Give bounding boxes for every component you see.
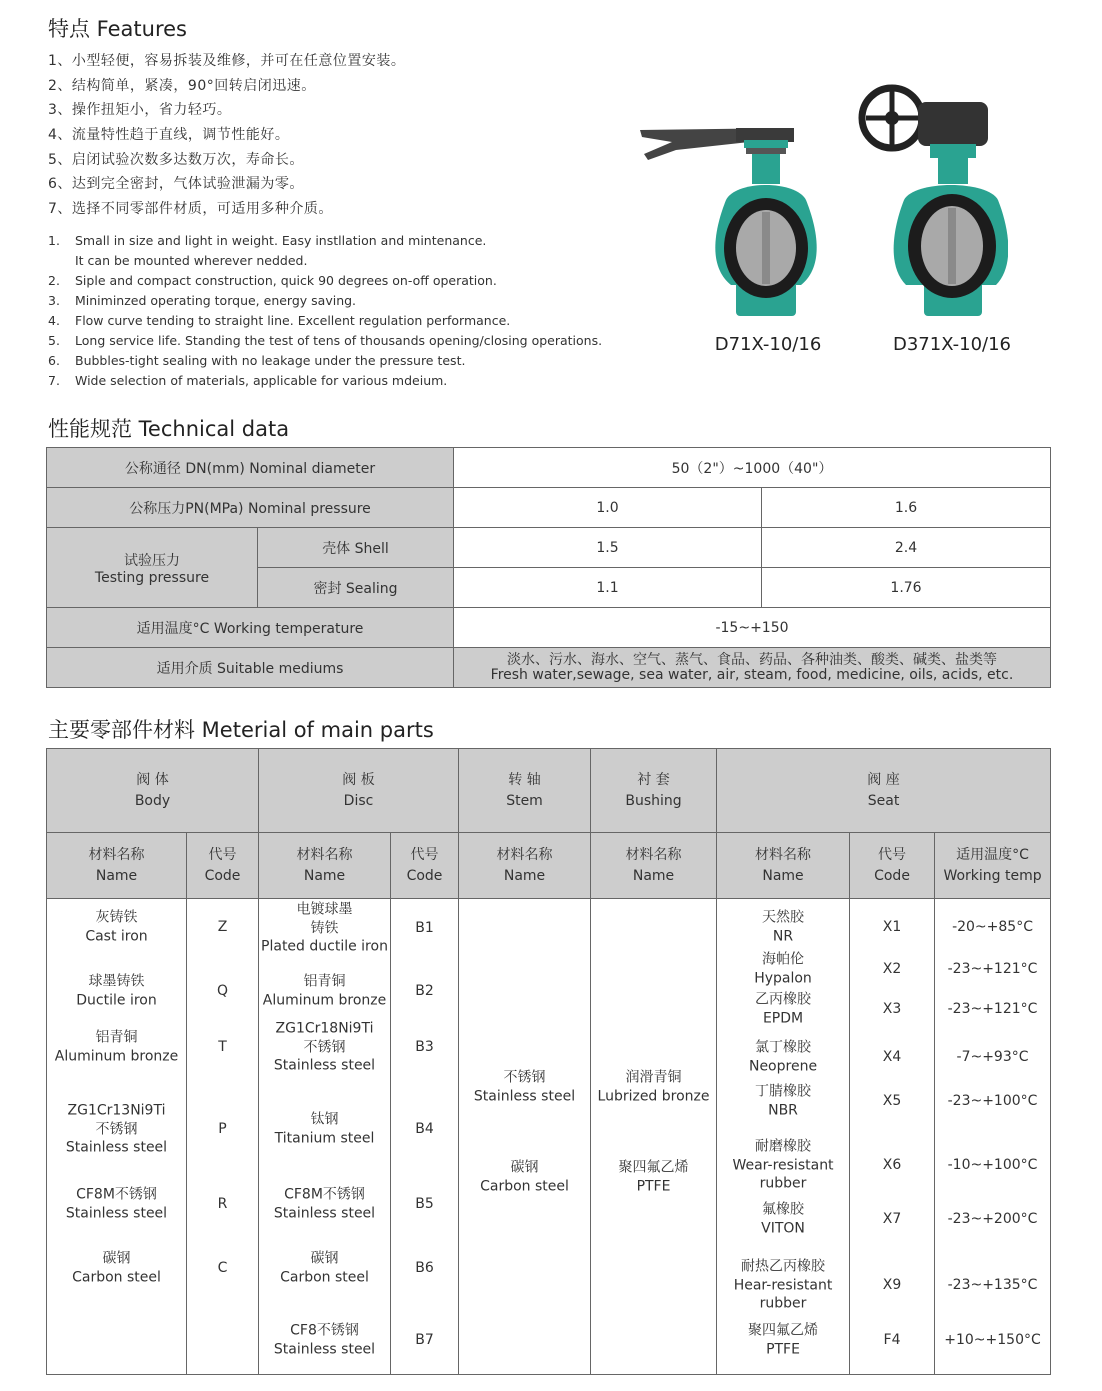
features-en-list	[48, 231, 648, 391]
bushing-material-name-line: 润滑青铜	[625, 1069, 682, 1086]
seat-material-name-line: EPDM	[762, 1010, 804, 1026]
seat-working-temp-line: -10~+100°C	[947, 1156, 1038, 1173]
feature-en-line: Long service life. Standing the test of tens of thousands opening/closing operations.	[75, 333, 603, 348]
stem-material-name-line: 不锈钢	[503, 1069, 546, 1086]
seat-material-name-line: Hear-resistant	[733, 1276, 833, 1293]
disc-material-name-line: 碳钢	[310, 1250, 339, 1267]
seat-working-temp	[935, 1092, 1050, 1111]
seat-working-temp	[935, 1210, 1050, 1229]
feature-en-line: Miniminzed operating torque, energy saving.	[75, 293, 357, 308]
seat-working-temp-line: -23~+200°C	[947, 1210, 1038, 1227]
disc-material-name	[259, 1186, 390, 1223]
disc-material-name	[259, 1250, 390, 1287]
seat-material-name-line: 耐磨橡胶	[755, 1138, 812, 1155]
seat-material-code-line: X7	[882, 1210, 902, 1227]
testing-pressure-cn: 试验压力	[124, 552, 180, 569]
feature-en-number: 1.	[48, 233, 60, 248]
seat-material-code	[850, 1092, 934, 1111]
disc-material-name-line: CF8不锈钢	[290, 1322, 359, 1339]
seat-material-name-line: NR	[772, 928, 794, 944]
feature-en-item	[48, 291, 648, 311]
seat-material-name-line: 氯丁橡胶	[755, 1039, 812, 1056]
seat-working-temp-line: -23~+121°C	[947, 1000, 1038, 1017]
disc-material-name	[259, 973, 390, 1010]
testing-pressure-label	[47, 528, 258, 608]
stem-material-name	[459, 1069, 590, 1106]
body-material-name-line: 灰铸铁	[95, 909, 138, 926]
seat-material-name	[717, 1257, 849, 1313]
disc-material-name-line: 铝青铜	[303, 973, 346, 990]
body-material-name-line: Ductile iron	[76, 992, 157, 1008]
seat-material-name-line: 丁腈橡胶	[755, 1083, 812, 1100]
seat-material-name	[717, 991, 849, 1028]
disc-material-code	[391, 1259, 458, 1278]
disc-material-name	[259, 1111, 390, 1148]
valve-lever-image	[636, 120, 826, 325]
seat-name-header: 材料名称 Name	[717, 833, 850, 899]
disc-material-name-line: CF8M不锈钢	[284, 1186, 365, 1203]
body-material-name	[47, 1029, 186, 1066]
seat-material-name-line: 氟橡胶	[762, 1201, 805, 1218]
feature-en-item	[48, 271, 648, 291]
disc-material-name-line: 电镀球墨	[296, 901, 353, 918]
disc-material-code	[391, 1331, 458, 1350]
table-row	[47, 528, 1051, 568]
feature-cn-item: 3、操作扭矩小，省力轻巧。	[48, 102, 232, 119]
body-material-name-line: Stainless steel	[65, 1205, 168, 1221]
seat-material-name-line: rubber	[759, 1175, 807, 1192]
feature-cn-item: 1、小型轻便，容易拆装及维修，并可在任意位置安装。	[48, 53, 406, 69]
feature-en-item	[48, 351, 648, 371]
bushing-material-name	[591, 1159, 716, 1196]
working-temperature-value: -15~+150	[454, 608, 1051, 648]
sealing-value: 1.76	[762, 568, 1051, 608]
seat-material-code	[850, 960, 934, 979]
seat-material-name-line: rubber	[759, 1295, 807, 1312]
feature-en-line: Flow curve tending to straight line. Excellent regulation performance.	[75, 313, 511, 328]
feature-en-item	[48, 331, 648, 351]
nominal-diameter-label: 公称通径 DN(mm) Nominal diameter	[47, 448, 454, 488]
seat-material-name-line: 海帕伦	[762, 951, 805, 968]
seat-code-header: 代号 Code	[850, 833, 935, 899]
bushing-material-name	[591, 1069, 716, 1106]
seat-working-temp	[935, 960, 1050, 979]
stem-material-name-line: Stainless steel	[473, 1088, 576, 1104]
disc-material-name-line: Stainless steel	[273, 1341, 376, 1357]
feature-en-number: 7.	[48, 373, 60, 388]
shell-value: 2.4	[762, 528, 1051, 568]
seat-material-name	[717, 951, 849, 988]
disc-material-code-line: B7	[415, 1331, 434, 1348]
seat-material-name-line: 乙丙橡胶	[755, 991, 812, 1008]
nominal-pressure-label: 公称压力PN(MPa) Nominal pressure	[47, 488, 454, 528]
seat-material-name-line: VITON	[761, 1220, 805, 1236]
body-material-code-line: T	[218, 1038, 227, 1055]
seat-material-name-line: 耐热乙丙橡胶	[741, 1258, 826, 1275]
table-row	[47, 899, 1051, 1375]
body-material-name-line: 不锈钢	[95, 1120, 138, 1137]
seat-material-code-line: X3	[882, 1000, 902, 1017]
product-model-caption: D71X-10/16	[714, 334, 822, 355]
feature-en-number: 3.	[48, 293, 60, 308]
shell-value: 1.5	[454, 528, 762, 568]
seat-material-name-line: Wear-resistant	[732, 1156, 834, 1173]
seat-material-code-line: X9	[882, 1276, 902, 1293]
disc-material-code-line: B1	[415, 919, 434, 936]
seat-material-name	[717, 1322, 849, 1359]
feature-cn-item: 2、结构简单，紧凑，90°回转启闭迅速。	[48, 77, 316, 94]
disc-material-code	[391, 1195, 458, 1214]
body-material-code-line: Q	[216, 982, 229, 999]
body-material-code	[187, 1038, 258, 1057]
body-material-name-line: Aluminum bronze	[54, 1048, 179, 1064]
disc-material-code	[391, 1038, 458, 1057]
disc-material-name-line: 不锈钢	[303, 1038, 346, 1055]
seat-material-code	[850, 1210, 934, 1229]
body-material-name-line: CF8M不锈钢	[76, 1186, 157, 1203]
seat-working-temp	[935, 1048, 1050, 1067]
body-material-name-line: 球墨铸铁	[88, 973, 145, 990]
disc-material-code-line: B5	[415, 1195, 434, 1212]
seat-material-code-line: X6	[882, 1156, 902, 1173]
seat-material-name-line: NBR	[768, 1102, 798, 1118]
body-material-code	[187, 1259, 258, 1278]
seat-material-code	[850, 1156, 934, 1175]
shell-label: 壳体 Shell	[258, 528, 454, 568]
group-seat-header: 阀 座 Seat	[717, 749, 1051, 833]
disc-name-header: 材料名称 Name	[259, 833, 391, 899]
group-bushing-header: 衬 套 Bushing	[591, 749, 717, 833]
seat-material-name-line: 聚四氟乙烯	[748, 1322, 819, 1339]
group-body-header: 阀 体 Body	[47, 749, 259, 833]
seat-working-temp-line: +10~+150°C	[944, 1331, 1041, 1348]
feature-cn-item: 6、达到完全密封，气体试验泄漏为零。	[48, 176, 304, 193]
body-name-header: 材料名称 Name	[47, 833, 187, 899]
working-temperature-label: 适用温度°C Working temperature	[47, 608, 454, 648]
disc-material-name	[259, 1019, 390, 1075]
feature-en-line: Small in size and light in weight. Easy instllation and mintenance.	[75, 233, 487, 248]
technical-heading: 性能规范 Technical data	[48, 417, 290, 441]
disc-material-name	[259, 1322, 390, 1359]
seat-material-name-line: Neoprene	[748, 1058, 818, 1074]
seat-working-temp-line: -23~+121°C	[947, 960, 1038, 977]
feature-cn-item: 5、启闭试验次数多达数万次，寿命长。	[48, 151, 304, 168]
table-row	[47, 488, 1051, 528]
bushing-material-name-line: 聚四氟乙烯	[618, 1159, 689, 1176]
feature-en-number: 5.	[48, 333, 60, 348]
seat-material-code-line: X2	[882, 960, 902, 977]
seat-material-name-line: 天然胶	[762, 909, 805, 926]
stem-material-name-line: 碳钢	[510, 1159, 539, 1176]
sealing-label: 密封 Sealing	[258, 568, 454, 608]
technical-data-table	[46, 447, 1051, 688]
stem-name-header: 材料名称 Name	[459, 833, 591, 899]
nominal-diameter-value: 50（2"）~1000（40"）	[454, 448, 1051, 488]
body-material-code	[187, 1120, 258, 1139]
body-material-code-line: P	[218, 1120, 227, 1137]
seat-working-temp	[935, 918, 1050, 937]
table-row	[47, 833, 1051, 899]
seat-material-code	[850, 1048, 934, 1067]
stem-material-name	[459, 1159, 590, 1196]
body-material-name	[47, 1101, 186, 1157]
body-material-code-line: R	[217, 1195, 228, 1212]
seat-working-temp	[935, 1276, 1050, 1295]
seat-material-name-line: Hypalon	[754, 970, 812, 986]
seat-working-temp	[935, 1331, 1050, 1350]
sealing-value: 1.1	[454, 568, 762, 608]
seat-working-temp-line: -23~+100°C	[947, 1092, 1038, 1109]
seat-working-temp	[935, 1156, 1050, 1175]
disc-code-header: 代号 Code	[391, 833, 459, 899]
body-material-name-line: 铝青铜	[95, 1029, 138, 1046]
seat-working-temp-line: -23~+135°C	[947, 1276, 1038, 1293]
disc-material-code-line: B2	[415, 982, 434, 999]
seat-material-code	[850, 1276, 934, 1295]
feature-cn-item: 4、流量特性趋于直线，调节性能好。	[48, 127, 290, 144]
feature-en-line: Wide selection of materials, applicable for various mdeium.	[75, 373, 448, 388]
disc-material-name-line: 铸铁	[310, 919, 339, 936]
seat-working-temp-line: -7~+93°C	[956, 1048, 1029, 1065]
disc-material-code-line: B3	[415, 1038, 434, 1055]
body-material-name-line: Cast iron	[85, 928, 148, 944]
feature-en-number: 4.	[48, 313, 60, 328]
group-disc-header: 阀 板 Disc	[259, 749, 459, 833]
seat-material-code	[850, 1000, 934, 1019]
bushing-material-name-line: Lubrized bronze	[597, 1088, 710, 1104]
disc-material-code	[391, 1120, 458, 1139]
body-material-name	[47, 909, 186, 946]
body-material-name-line: Carbon steel	[72, 1269, 161, 1285]
stem-material-name-line: Carbon steel	[480, 1178, 569, 1194]
seat-material-code-line: X5	[882, 1092, 902, 1109]
nominal-pressure-value: 1.6	[762, 488, 1051, 528]
feature-en-number: 6.	[48, 353, 60, 368]
seat-material-name	[717, 1039, 849, 1076]
seat-material-code	[850, 1331, 934, 1350]
feature-cn-item: 7、选择不同零部件材质，可适用多种介质。	[48, 201, 333, 218]
seat-material-code	[850, 918, 934, 937]
testing-pressure-en: Testing pressure	[94, 569, 210, 586]
disc-material-name-line: Titanium steel	[274, 1130, 375, 1146]
feature-en-line: It can be mounted wherever nedded.	[75, 253, 308, 268]
seat-material-code-line: X4	[882, 1048, 902, 1065]
body-material-code	[187, 982, 258, 1001]
parts-heading: 主要零部件材料 Meterial of main parts	[48, 718, 434, 742]
body-material-name-line: 碳钢	[102, 1250, 131, 1267]
body-material-code	[187, 918, 258, 937]
disc-material-code-line: B6	[415, 1259, 434, 1276]
bushing-name-header: 材料名称 Name	[591, 833, 717, 899]
seat-material-name-line: PTFE	[766, 1341, 800, 1357]
nominal-pressure-value: 1.0	[454, 488, 762, 528]
feature-en-number: 2.	[48, 273, 60, 288]
seat-material-name	[717, 1201, 849, 1238]
body-code-header: 代号 Code	[187, 833, 259, 899]
disc-material-code-line: B4	[415, 1120, 434, 1137]
features-cn-list	[48, 49, 405, 222]
disc-material-name-line: Aluminum bronze	[262, 992, 387, 1008]
suitable-mediums-cn: 淡水、污水、海水、空气、蒸气、食品、药品、各种油类、酸类、碱类、盐类等	[507, 651, 997, 668]
feature-en-item	[48, 311, 648, 331]
suitable-mediums-en: Fresh water,sewage, sea water, air, steam, food, medicine, oils, acids, etc.	[490, 666, 1014, 683]
feature-en-item	[48, 371, 648, 391]
table-row	[47, 448, 1051, 488]
body-material-name-line: Stainless steel	[65, 1139, 168, 1156]
disc-material-name-line: Carbon steel	[280, 1269, 369, 1285]
disc-material-name-line: Stainless steel	[273, 1057, 376, 1074]
feature-en-item	[48, 231, 648, 271]
disc-material-code	[391, 919, 458, 938]
body-material-name	[47, 973, 186, 1010]
seat-material-name	[717, 1137, 849, 1193]
disc-material-name	[259, 900, 390, 956]
suitable-mediums-value	[454, 648, 1051, 688]
disc-material-code	[391, 982, 458, 1001]
feature-en-line: Siple and compact construction, quick 90 degrees on-off operation.	[75, 273, 497, 288]
group-stem-header: 转 轴 Stem	[459, 749, 591, 833]
seat-material-code-line: X1	[882, 918, 902, 935]
body-material-name-line: ZG1Cr13Ni9Ti	[67, 1102, 166, 1119]
seat-working-temp	[935, 1000, 1050, 1019]
suitable-mediums-label: 适用介质 Suitable mediums	[47, 648, 454, 688]
table-row	[47, 608, 1051, 648]
body-material-name	[47, 1250, 186, 1287]
seat-temp-header: 适用温度°C Working temp	[935, 833, 1051, 899]
disc-material-name-line: Plated ductile iron	[261, 938, 388, 955]
seat-material-code-line: F4	[883, 1331, 901, 1348]
body-material-code-line: C	[217, 1259, 228, 1276]
product-model-caption: D371X-10/16	[892, 334, 1012, 355]
seat-material-name	[717, 909, 849, 946]
body-material-name	[47, 1186, 186, 1223]
parts-material-table	[46, 748, 1051, 1375]
disc-material-name-line: Stainless steel	[273, 1205, 376, 1221]
body-material-code	[187, 1195, 258, 1214]
disc-material-name-line: ZG1Cr18Ni9Ti	[275, 1020, 374, 1037]
table-row	[47, 749, 1051, 833]
table-row	[47, 648, 1051, 688]
seat-working-temp-line: -20~+85°C	[952, 918, 1033, 935]
seat-material-name	[717, 1083, 849, 1120]
disc-material-name-line: 钛钢	[310, 1111, 339, 1128]
feature-en-line: Bubbles-tight sealing with no leakage under the pressure test.	[75, 353, 466, 368]
valve-gear-image	[858, 80, 1008, 325]
body-material-code-line: Z	[217, 918, 228, 935]
bushing-material-name-line: PTFE	[636, 1178, 671, 1194]
features-heading: 特点 Features	[48, 17, 187, 41]
